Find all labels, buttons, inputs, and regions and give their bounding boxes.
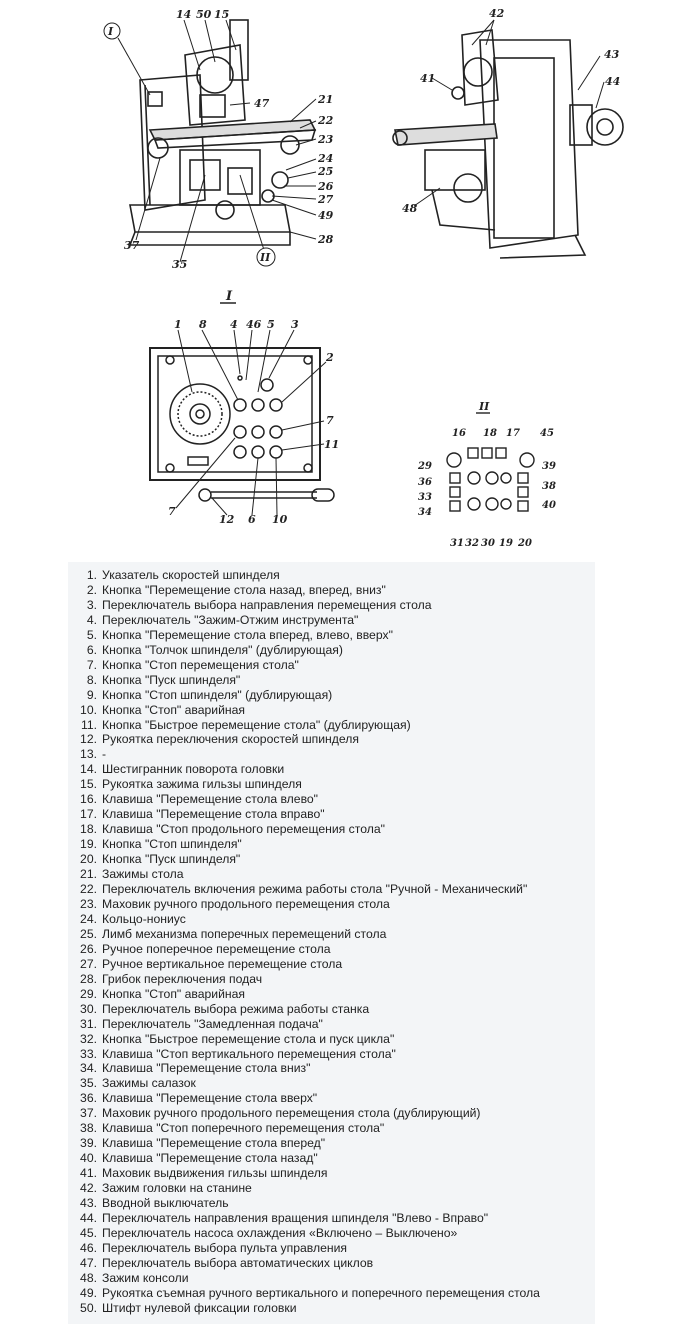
legend-item-number: 39.: [80, 1136, 97, 1151]
callout: 16: [452, 428, 466, 439]
panel-II-title: II: [479, 400, 490, 413]
legend-item: [68, 1091, 595, 1106]
legend-item: [68, 1196, 595, 1211]
legend-item-text: Переключатель направления вращения шпинделя "Влево - Вправо": [102, 1210, 489, 1225]
legend-item-number: 42.: [80, 1181, 97, 1196]
callout: 40: [542, 500, 556, 511]
legend-item: [68, 1002, 595, 1017]
legend-item-number: 4.: [86, 612, 97, 627]
legend-item: [68, 688, 595, 703]
legend-item-text: Переключатель "Зажим-Отжим инструмента": [102, 612, 359, 627]
legend-item-number: 23.: [80, 896, 97, 911]
legend-item-text: Рукоятка зажима гильзы шпинделя: [102, 777, 302, 792]
legend-item-text: Переключатель выбора режима работы станка: [102, 1001, 370, 1016]
legend-item-text: Переключатель включения режима работы стола "Ручной - Механический": [102, 882, 528, 897]
callout: 3: [291, 318, 299, 331]
legend-item: [68, 747, 595, 762]
callout: 50: [196, 8, 212, 21]
callout: 31: [450, 538, 464, 549]
legend-item-text: Грибок переключения подач: [102, 971, 263, 986]
legend-item-number: 45.: [80, 1225, 97, 1240]
legend-item-text: -: [102, 747, 107, 762]
legend-item-text: Кнопка "Перемещение стола назад, вперед, вниз": [102, 582, 386, 597]
legend-item-number: 44.: [80, 1210, 97, 1225]
legend-item-number: 14.: [80, 762, 97, 777]
legend-item: [68, 568, 595, 583]
legend-item-text: Штифт нулевой фиксации головки: [102, 1300, 297, 1315]
legend-item-number: 27.: [80, 956, 97, 971]
legend-item: [68, 912, 595, 927]
callout: 35: [172, 258, 188, 271]
speed-dial: [170, 384, 230, 444]
machine-front-drawing: [130, 20, 315, 245]
callout: II: [260, 251, 271, 264]
legend-item-text: Переключатель выбора направления перемещения стола: [102, 597, 432, 612]
callout: 19: [499, 538, 513, 549]
legend-item-number: 36.: [80, 1091, 97, 1106]
callout: 25: [318, 165, 334, 178]
legend-item-text: Клавиша "Перемещение стола вправо": [102, 807, 325, 822]
legend-item-number: 1.: [86, 568, 97, 582]
callout: 38: [542, 481, 556, 492]
machine-drawings: [0, 0, 700, 275]
callout: 10: [272, 513, 288, 526]
callout: 21: [318, 93, 334, 106]
callout: 11: [324, 438, 340, 451]
callout: 30: [481, 538, 495, 549]
legend-item-text: Ручное вертикальное перемещение стола: [102, 956, 343, 971]
legend-item: [68, 867, 595, 882]
legend-item-text: Клавиша "Перемещение стола вниз": [102, 1061, 311, 1076]
legend-item-number: 16.: [80, 792, 97, 807]
legend-item: [68, 703, 595, 718]
legend-item: [68, 972, 595, 987]
legend-item: [68, 1061, 595, 1076]
legend-item-text: Кнопка "Стоп" аварийная: [102, 702, 246, 717]
panel-I-callout-lines: [176, 330, 326, 515]
legend-item: [68, 852, 595, 867]
legend-item: [68, 1032, 595, 1047]
legend-item: [68, 762, 595, 777]
legend-item-number: 12.: [80, 732, 97, 747]
callout: 48: [402, 202, 418, 215]
callout: 32: [465, 538, 479, 549]
machine-rear-drawing: [393, 30, 623, 258]
legend-item-text: Кнопка "Стоп перемещения стола": [102, 657, 299, 672]
legend-item-text: Кнопка "Перемещение стола вперед, влево, вверх": [102, 627, 393, 642]
callout: 12: [219, 513, 235, 526]
callout: 20: [518, 538, 532, 549]
callout: 22: [318, 114, 334, 127]
legend-item-text: Клавиша "Стоп вертикального перемещения стола": [102, 1046, 396, 1061]
legend-item-text: Переключатель выбора пульта управления: [102, 1240, 348, 1255]
callout: 24: [318, 152, 334, 165]
legend-item: [68, 613, 595, 628]
legend-item-text: Маховик ручного продольного перемещения стола: [102, 896, 390, 911]
callout: 14: [176, 8, 192, 21]
legend-item-number: 38.: [80, 1121, 97, 1136]
legend-item: [68, 732, 595, 747]
legend-item-number: 26.: [80, 941, 97, 956]
legend-item-number: 35.: [80, 1076, 97, 1091]
legend-item: [68, 1121, 595, 1136]
legend-item-number: 37.: [80, 1106, 97, 1121]
legend-item-number: 32.: [80, 1031, 97, 1046]
callout: 2: [326, 351, 334, 364]
callout: 5: [267, 318, 275, 331]
legend-item-number: 7.: [86, 657, 97, 672]
callout: 37: [124, 239, 140, 252]
callout: 15: [214, 8, 230, 21]
parts-legend: [68, 562, 595, 1324]
legend-item-text: Лимб механизма поперечных перемещений стола: [102, 926, 387, 941]
legend-item: [68, 598, 595, 613]
legend-item-number: 34.: [80, 1061, 97, 1076]
legend-item-text: Кнопка "Толчок шпинделя" (дублирующая): [102, 642, 343, 657]
panel-II-callouts: [417, 428, 556, 549]
legend-item: [68, 718, 595, 733]
legend-item: [68, 927, 595, 942]
legend-item-number: 20.: [80, 852, 97, 867]
legend-item-text: Зажим консоли: [102, 1270, 189, 1285]
legend-item-number: 11.: [80, 717, 97, 732]
legend-item: [68, 1076, 595, 1091]
legend-item: [68, 882, 595, 897]
legend-item-text: Рукоятка переключения скоростей шпинделя: [102, 732, 359, 747]
legend-item-number: 9.: [86, 687, 97, 702]
legend-item: [68, 1136, 595, 1151]
legend-item-number: 28.: [80, 971, 97, 986]
legend-item-number: 13.: [80, 747, 97, 762]
callout: 26: [318, 180, 334, 193]
legend-item-text: Переключатель насоса охлаждения «Включено – Выключено»: [102, 1225, 458, 1240]
legend-item-text: Кнопка "Стоп шпинделя": [102, 837, 242, 852]
legend-item-text: Кольцо-нониус: [102, 911, 186, 926]
legend-item-text: Кнопка "Стоп" аварийная: [102, 986, 246, 1001]
callout: 27: [318, 193, 334, 206]
legend-item-number: 47.: [80, 1255, 97, 1270]
legend-item-number: 50.: [80, 1300, 97, 1315]
legend-item: [68, 1286, 595, 1301]
legend-item-number: 25.: [80, 926, 97, 941]
legend-item: [68, 658, 595, 673]
legend-item-text: Указатель скоростей шпинделя: [102, 568, 280, 582]
legend-item-text: Маховик ручного продольного перемещения стола (дублирующий): [102, 1106, 481, 1121]
callout: 28: [318, 233, 334, 246]
legend-item-number: 49.: [80, 1285, 97, 1300]
legend-item-number: 40.: [80, 1151, 97, 1166]
legend-item: [68, 583, 595, 598]
legend-item-text: Клавиша "Стоп продольного перемещения стола": [102, 822, 385, 837]
callout: 17: [506, 428, 520, 439]
legend-item-number: 5.: [86, 627, 97, 642]
legend-item-text: Переключатель выбора автоматических циклов: [102, 1255, 374, 1270]
legend-item-number: 3.: [86, 597, 97, 612]
legend-item: [68, 1151, 595, 1166]
callout: 6: [248, 513, 256, 526]
callout: 41: [420, 72, 436, 85]
legend-item-number: 33.: [80, 1046, 97, 1061]
callout: 29: [418, 461, 432, 472]
control-panels: [122, 282, 578, 560]
callout: 34: [418, 507, 432, 518]
callout: 45: [540, 428, 554, 439]
legend-item: [68, 957, 595, 972]
callout: 44: [605, 75, 621, 88]
legend-item: [68, 1241, 595, 1256]
legend-item-number: 41.: [80, 1166, 97, 1181]
callout: 18: [483, 428, 497, 439]
callout: 47: [254, 97, 270, 110]
legend-item-number: 46.: [80, 1240, 97, 1255]
legend-item-number: 8.: [86, 672, 97, 687]
legend-item-text: Клавиша "Перемещение стола вверх": [102, 1091, 318, 1106]
legend-item: [68, 897, 595, 912]
legend-item-text: Кнопка "Быстрое перемещение стола и пуск цикла": [102, 1031, 395, 1046]
legend-item-text: Кнопка "Пуск шпинделя": [102, 852, 241, 867]
legend-item-text: Клавиша "Стоп поперечного перемещения стола": [102, 1121, 385, 1136]
legend-item: [68, 1017, 595, 1032]
legend-item-text: Клавиша "Перемещение стола влево": [102, 792, 319, 807]
legend-item-number: 2.: [86, 582, 97, 597]
legend-item-text: Кнопка "Быстрое перемещение стола" (дублирующая): [102, 717, 411, 732]
legend-item: [68, 1271, 595, 1286]
legend-item-number: 29.: [80, 986, 97, 1001]
legend-item-text: Зажим головки на станине: [102, 1181, 252, 1196]
legend-item: [68, 987, 595, 1002]
callout: 49: [318, 209, 334, 222]
legend-item-text: Переключатель "Замедленная подача": [102, 1016, 323, 1031]
legend-item-number: 48.: [80, 1270, 97, 1285]
callout: 39: [542, 461, 556, 472]
legend-item-text: Клавиша "Перемещение стола назад": [102, 1151, 318, 1166]
legend-item-text: Зажимы салазок: [102, 1076, 196, 1091]
legend-list: [68, 568, 595, 1316]
legend-item-text: Кнопка "Пуск шпинделя": [102, 672, 241, 687]
legend-item: [68, 807, 595, 822]
legend-item-number: 24.: [80, 911, 97, 926]
legend-item-number: 19.: [80, 837, 97, 852]
legend-item-text: Зажимы стола: [102, 867, 184, 882]
legend-item: [68, 673, 595, 688]
legend-item: [68, 628, 595, 643]
legend-item-number: 10.: [80, 702, 97, 717]
callout: 7: [168, 505, 176, 518]
callout: 43: [604, 48, 620, 61]
legend-item-number: 31.: [80, 1016, 97, 1031]
legend-item-number: 18.: [80, 822, 97, 837]
panel-II: [447, 400, 534, 511]
callout: 46: [246, 318, 262, 331]
legend-item-text: Рукоятка съемная ручного вертикального и поперечного перемещения стола: [102, 1285, 540, 1300]
legend-item-number: 43.: [80, 1196, 97, 1211]
legend-item-number: 21.: [80, 867, 97, 882]
legend-item-number: 15.: [80, 777, 97, 792]
legend-item-text: Клавиша "Перемещение стола вперед": [102, 1136, 326, 1151]
legend-item: [68, 1166, 595, 1181]
legend-item-text: Ручное поперечное перемещение стола: [102, 941, 331, 956]
callout: 7: [326, 414, 334, 427]
legend-item: [68, 777, 595, 792]
legend-item-text: Шестигранник поворота головки: [102, 762, 285, 777]
callout: 4: [230, 318, 238, 331]
legend-item: [68, 837, 595, 852]
legend-item-text: Вводной выключатель: [102, 1196, 229, 1211]
legend-item: [68, 1106, 595, 1121]
legend-item: [68, 792, 595, 807]
callout: 8: [199, 318, 207, 331]
legend-item: [68, 1256, 595, 1271]
legend-item: [68, 1226, 595, 1241]
legend-item: [68, 1301, 595, 1316]
callout: 1: [174, 318, 182, 331]
legend-item: [68, 1211, 595, 1226]
rear-callouts: [402, 7, 620, 215]
legend-item-number: 30.: [80, 1001, 97, 1016]
legend-item-number: 6.: [86, 642, 97, 657]
legend-item-number: 22.: [80, 882, 97, 897]
legend-item: [68, 1181, 595, 1196]
legend-item: [68, 822, 595, 837]
legend-item-number: 17.: [80, 807, 97, 822]
callout: 42: [489, 7, 505, 20]
callout: 23: [318, 133, 334, 146]
panel-I-title: I: [226, 289, 233, 304]
legend-item-text: Маховик выдвижения гильзы шпинделя: [102, 1166, 328, 1181]
callout: I: [108, 25, 114, 38]
legend-item: [68, 942, 595, 957]
callout: 36: [418, 477, 432, 488]
legend-item: [68, 643, 595, 658]
legend-item-text: Кнопка "Стоп шпинделя" (дублирующая): [102, 687, 333, 702]
legend-item: [68, 1047, 595, 1062]
callout: 33: [418, 492, 432, 503]
